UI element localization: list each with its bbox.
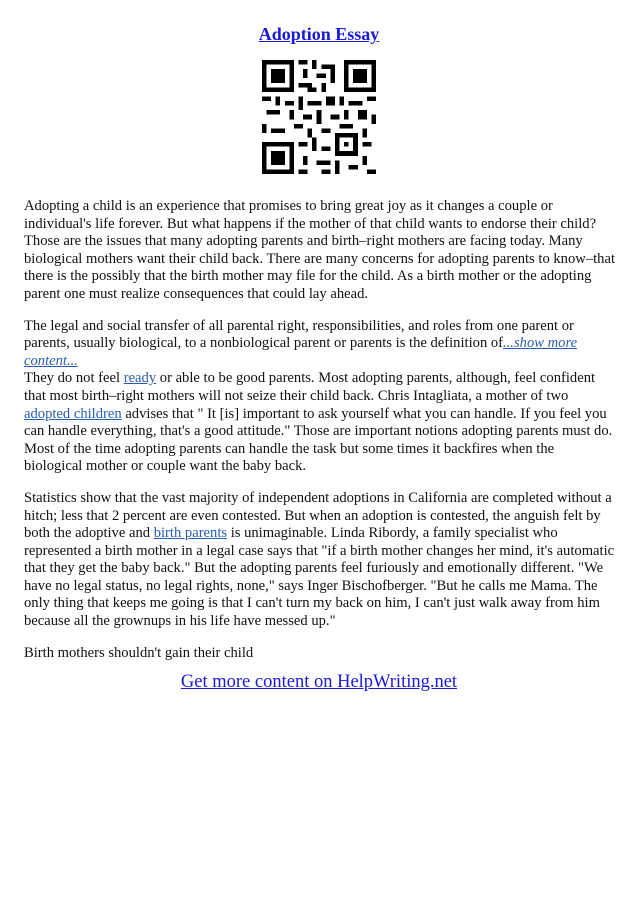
birth-parents-link[interactable]: birth parents [153, 525, 228, 542]
paragraph-3-text-c: advises that " It [is] important to ask yourself what you can handle. If you feel you can handle everything, that's a good attitude." Those are important notions adopting parents must do. Most of the time adopting parents can handle the task but some times it backfires when the biological mother or couple want the baby back. [24, 405, 613, 475]
paragraph-4-text-b: is unimaginable. Linda Ribordy, a family specialist who represented a birth mother in a legal case says that "if a birth mother changes her mind, it's automatic that they get the baby back." But the adopting parents feel furiously and emotionally different. "We have no legal status, no legal rights, none," says Inger Bischofberger. "But he calls me Mama. The only thing that keeps me going is that I can't turn my back on him, I can't just walk away from him because all the grownups in his life have messed up." [24, 525, 615, 630]
title-link[interactable]: Adoption Essay [258, 24, 380, 44]
get-more-content-link[interactable]: Get more content on HelpWriting.net [180, 672, 458, 692]
paragraph-1: Adopting a child is an experience that promises to bring great joy as it changes a couple or individual's life forever. But what happens if the mother of that child wants to endorse their child? Those are the issues that many adopting parents and birth–right mothers are facing today. Many biological mothers want their child back. There are many concerns for adopting parents to know–that there is the possibly that the birth mother may file for the child. As a birth mother or the adopting parent one must realize consequences that could lay ahead. [24, 198, 615, 302]
paragraph-3-text-b: or able to be good parents. Most adopting parents, although, feel confident that most birth–right mothers will not seize their child back. Chris Intagliata, a mother of two [24, 370, 596, 404]
show-more-link[interactable]: ...show more content... [24, 335, 578, 369]
page-title [0, 24, 638, 45]
adopted-children-link[interactable]: adopted children [24, 405, 122, 422]
paragraph-2-text: The legal and social transfer of all parental right, responsibilities, and roles from one parent or parents, usually biological, to a nonbiological parent or parents is the definition of [24, 317, 574, 352]
paragraph-4 [24, 490, 616, 631]
ready-link[interactable]: ready [123, 370, 157, 387]
paragraph-3-text-a: They do not feel [24, 370, 124, 387]
essay-body [24, 198, 616, 676]
paragraph-2 [24, 318, 616, 371]
cta-banner [0, 672, 638, 693]
paragraph-3 [24, 370, 616, 476]
qr-code [262, 60, 376, 174]
paragraph-5: Birth mothers shouldn't gain their child [24, 644, 254, 661]
paragraph-4-text-a: Statistics show that the vast majority of independent adoptions in California are completed without a hitch; less that 2 percent are even contested. But when an adoption is contested, the anguish felt by both the adoptive and [24, 489, 612, 542]
